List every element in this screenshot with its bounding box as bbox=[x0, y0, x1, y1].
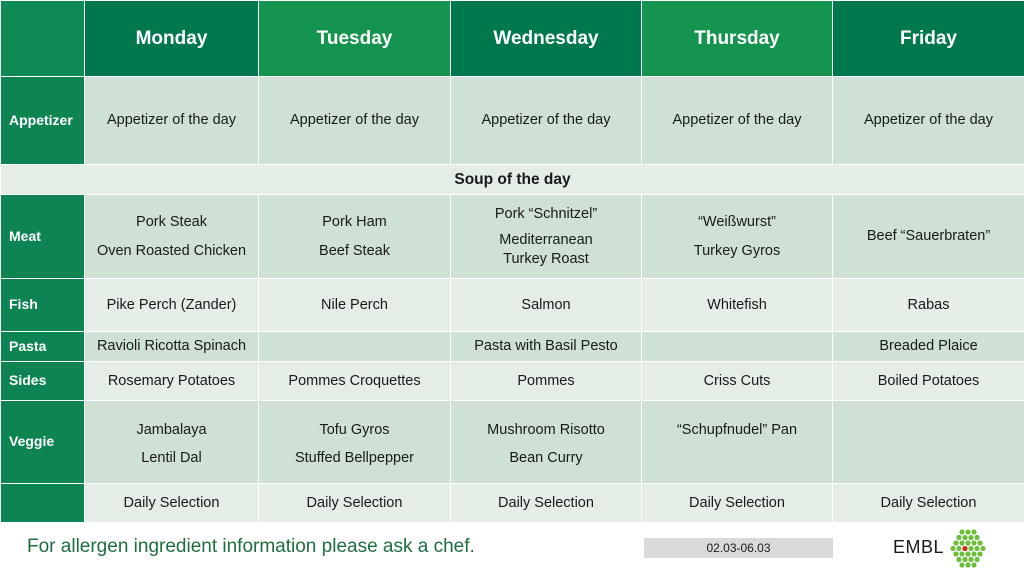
appetizer-row bbox=[1, 77, 1024, 165]
sides-row bbox=[1, 362, 1024, 401]
meat-cell-tuesday bbox=[259, 195, 451, 279]
meat-cell-monday bbox=[85, 195, 259, 279]
meat-item: Turkey Gyros bbox=[693, 242, 781, 259]
soup-row bbox=[1, 165, 1024, 195]
day-header-tuesday: Tuesday bbox=[259, 1, 451, 77]
pasta-cell-thursday bbox=[642, 332, 833, 362]
veggie-item: Tofu Gyros bbox=[319, 422, 390, 438]
daily-cell-thursday: Daily Selection bbox=[642, 484, 833, 523]
veggie-cell-tuesday bbox=[259, 401, 451, 484]
daily-cell-friday: Daily Selection bbox=[833, 484, 1024, 523]
header-corner bbox=[1, 1, 85, 77]
pasta-cell-monday: Ravioli Ricotta Spinach bbox=[85, 332, 259, 362]
fish-cell-thursday: Whitefish bbox=[642, 279, 833, 332]
row-label-veggie: Veggie bbox=[1, 401, 85, 484]
row-label-pasta: Pasta bbox=[1, 332, 85, 362]
day-header-friday: Friday bbox=[833, 1, 1024, 77]
veggie-item: Stuffed Bellpepper bbox=[294, 450, 415, 467]
header-row bbox=[1, 1, 1024, 77]
meat-cell-wednesday bbox=[451, 195, 642, 279]
row-label-sides: Sides bbox=[1, 362, 85, 401]
row-label-appetizer: Appetizer bbox=[1, 77, 85, 165]
row-label-fish: Fish bbox=[1, 279, 85, 332]
sides-cell-monday: Rosemary Potatoes bbox=[85, 362, 259, 401]
pasta-cell-wednesday: Pasta with Basil Pesto bbox=[451, 332, 642, 362]
pasta-row bbox=[1, 332, 1024, 362]
daily-cell-monday: Daily Selection bbox=[85, 484, 259, 523]
fish-cell-monday: Pike Perch (Zander) bbox=[85, 279, 259, 332]
veggie-row bbox=[1, 401, 1024, 484]
meat-item: Pork Steak bbox=[136, 214, 207, 231]
veggie-item: Jambalaya bbox=[136, 422, 207, 438]
pasta-cell-tuesday bbox=[259, 332, 451, 362]
daily-cell-wednesday: Daily Selection bbox=[451, 484, 642, 523]
sides-cell-tuesday: Pommes Croquettes bbox=[259, 362, 451, 401]
day-header-monday: Monday bbox=[85, 1, 259, 77]
sides-cell-thursday: Criss Cuts bbox=[642, 362, 833, 401]
meat-cell-friday bbox=[833, 195, 1024, 279]
veggie-item: “Schupfnudel” Pan bbox=[676, 422, 798, 438]
fish-cell-friday: Rabas bbox=[833, 279, 1024, 332]
meat-item: Mediterranean Turkey Roast bbox=[499, 232, 593, 267]
appetizer-cell-wednesday: Appetizer of the day bbox=[451, 77, 642, 165]
soup-of-the-day: Soup of the day bbox=[1, 165, 1024, 195]
allergen-note: For allergen ingredient information please ask a chef. bbox=[27, 536, 475, 557]
meat-item: Oven Roasted Chicken bbox=[96, 242, 247, 259]
appetizer-cell-thursday: Appetizer of the day bbox=[642, 77, 833, 165]
meat-cell-thursday bbox=[642, 195, 833, 279]
appetizer-cell-tuesday: Appetizer of the day bbox=[259, 77, 451, 165]
row-label-meat: Meat bbox=[1, 195, 85, 279]
appetizer-cell-monday: Appetizer of the day bbox=[85, 77, 259, 165]
veggie-item: Lentil Dal bbox=[141, 450, 202, 467]
meat-item: Pork “Schnitzel” bbox=[494, 206, 598, 223]
meat-item: Pork Ham bbox=[322, 214, 387, 231]
meat-row bbox=[1, 195, 1024, 279]
veggie-cell-wednesday bbox=[451, 401, 642, 484]
veggie-item: Bean Curry bbox=[509, 450, 583, 467]
day-header-wednesday: Wednesday bbox=[451, 1, 642, 77]
fish-cell-wednesday: Salmon bbox=[451, 279, 642, 332]
embl-logo-text: EMBL bbox=[893, 537, 945, 557]
meat-item: Beef “Sauerbraten” bbox=[866, 228, 991, 245]
date-range-badge: 02.03-06.03 bbox=[644, 538, 833, 558]
row-label-daily bbox=[1, 484, 85, 523]
appetizer-cell-friday: Appetizer of the day bbox=[833, 77, 1024, 165]
veggie-cell-thursday bbox=[642, 401, 833, 484]
fish-cell-tuesday: Nile Perch bbox=[259, 279, 451, 332]
meat-item: Beef Steak bbox=[319, 242, 390, 259]
daily-selection-row bbox=[1, 484, 1024, 523]
veggie-cell-monday bbox=[85, 401, 259, 484]
sides-cell-friday: Boiled Potatoes bbox=[833, 362, 1024, 401]
embl-hexagon-dots-icon bbox=[948, 528, 988, 568]
pasta-cell-friday: Breaded Plaice bbox=[833, 332, 1024, 362]
daily-cell-tuesday: Daily Selection bbox=[259, 484, 451, 523]
sides-cell-wednesday: Pommes bbox=[451, 362, 642, 401]
day-header-thursday: Thursday bbox=[642, 1, 833, 77]
veggie-cell-friday bbox=[833, 401, 1024, 484]
meat-item: “Weißwurst” bbox=[698, 214, 776, 231]
fish-row bbox=[1, 279, 1024, 332]
veggie-item: Mushroom Risotto bbox=[487, 422, 605, 438]
